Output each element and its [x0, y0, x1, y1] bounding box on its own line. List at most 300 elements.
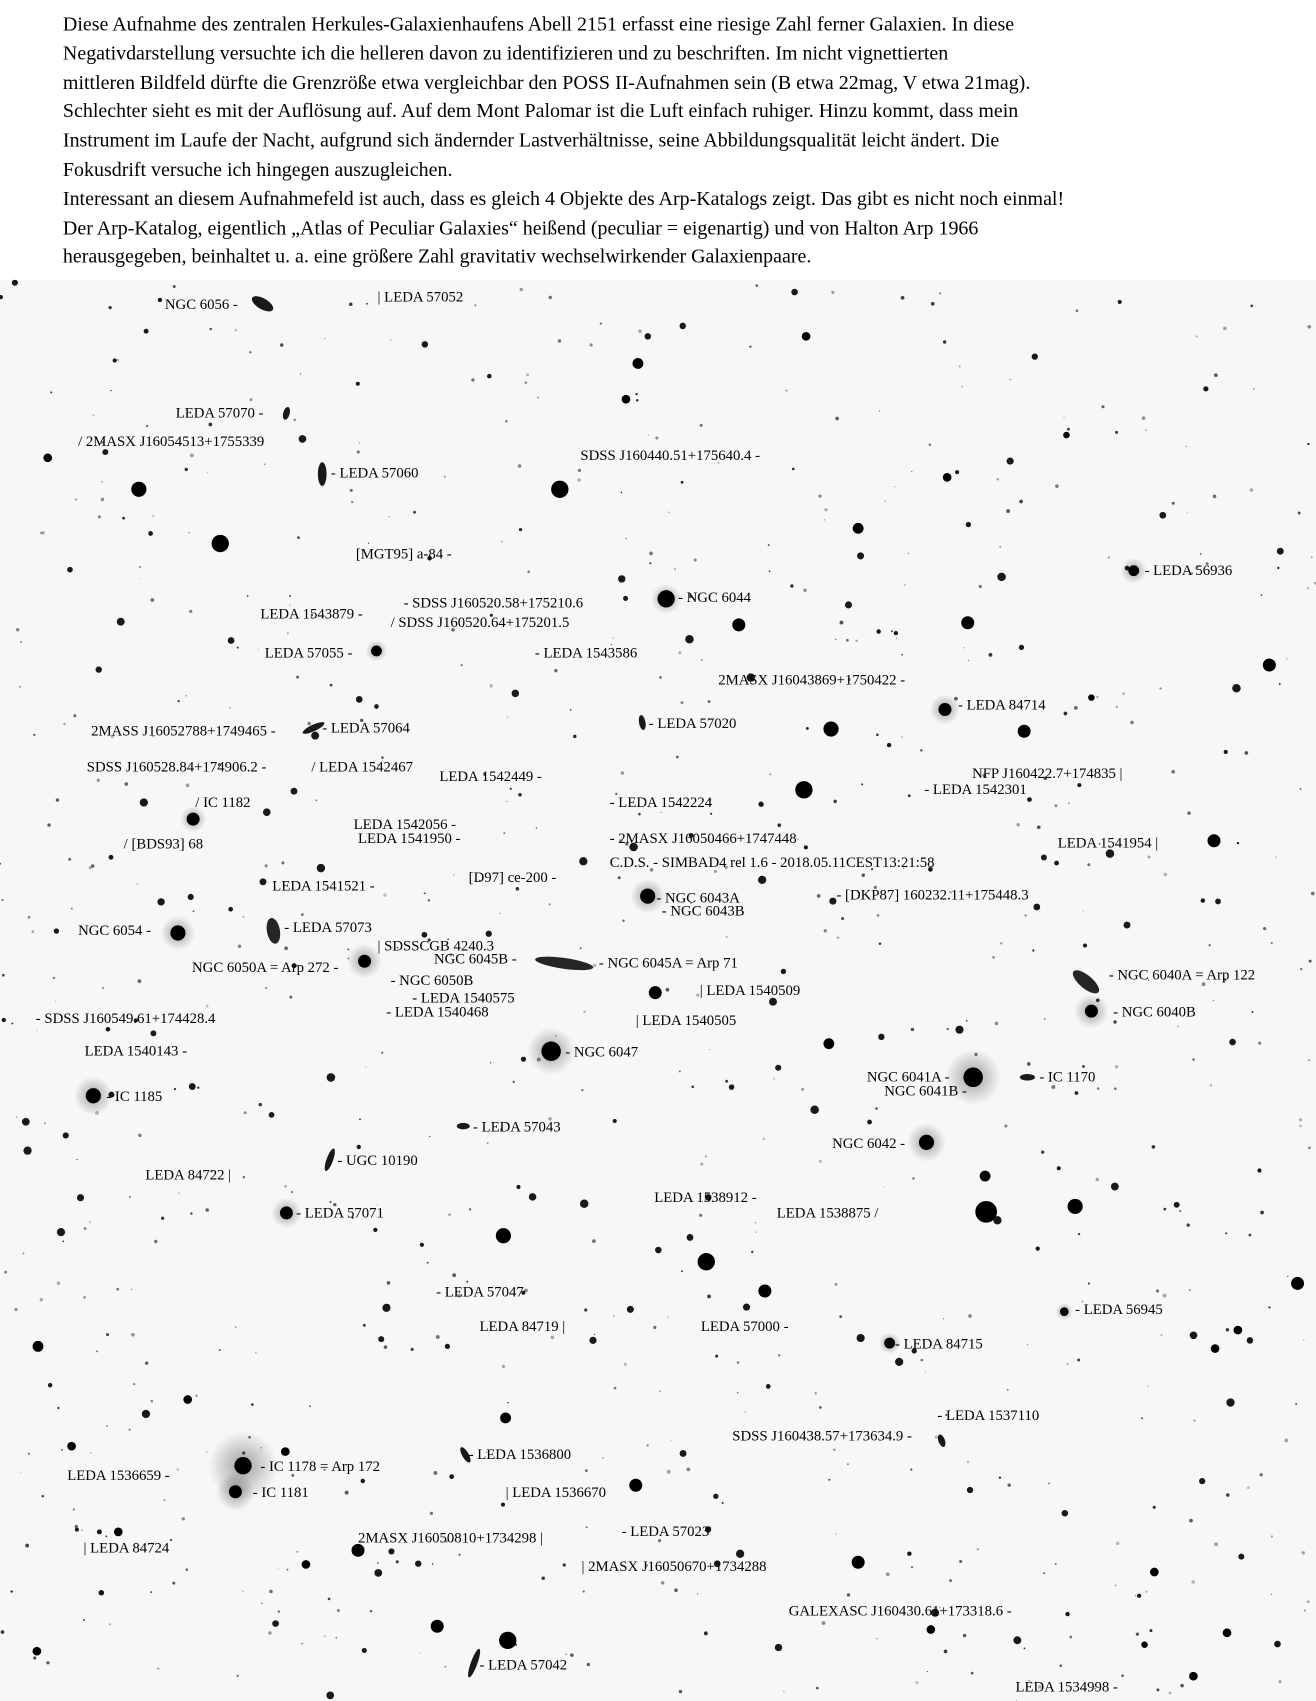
star: [1024, 914, 1026, 916]
galaxy-core: [1128, 565, 1139, 576]
star: [1284, 1439, 1288, 1443]
star: [448, 1213, 451, 1216]
star: [686, 1468, 690, 1472]
star: [73, 714, 76, 717]
star: [1308, 1059, 1310, 1061]
star: [109, 855, 114, 860]
star: [529, 1193, 537, 1201]
star: [63, 723, 65, 725]
galaxy-core: [1060, 1307, 1069, 1316]
star: [260, 878, 267, 885]
star: [429, 1136, 430, 1137]
star: [966, 522, 971, 527]
star: [613, 638, 614, 639]
object-label: - 2MASX J16050466+1747448: [609, 829, 797, 847]
star: [212, 535, 229, 552]
star: [901, 296, 905, 300]
star: [89, 1221, 90, 1222]
star: [25, 1544, 29, 1548]
star: [178, 1192, 179, 1193]
star: [40, 1298, 43, 1301]
star: [1137, 1594, 1141, 1598]
star: [1238, 1554, 1244, 1560]
star: [1006, 509, 1010, 513]
star: [102, 987, 104, 989]
galaxy: [249, 293, 275, 314]
star: [1145, 1590, 1147, 1592]
star: [781, 969, 786, 974]
star: [766, 1384, 771, 1389]
star: [722, 1502, 724, 1504]
star: [841, 917, 844, 920]
object-label: C.D.S. - SIMBAD4 rel 1.6 - 2018.05.11CEST13:21:58: [609, 853, 935, 871]
star: [1027, 1344, 1028, 1345]
star: [1004, 1125, 1007, 1128]
star: [1032, 353, 1038, 359]
star: [384, 1345, 387, 1348]
galaxy: [323, 1147, 337, 1172]
star: [301, 1643, 303, 1645]
star: [847, 1463, 849, 1465]
star: [106, 1027, 111, 1032]
star: [139, 578, 140, 579]
star: [1180, 1684, 1183, 1687]
star: [92, 414, 94, 416]
star: [499, 913, 500, 914]
star: [1190, 1331, 1198, 1339]
star: [471, 378, 474, 381]
star: [943, 473, 952, 482]
star: [377, 1562, 379, 1564]
galaxy-core: [234, 1457, 251, 1474]
star: [1019, 645, 1024, 650]
star: [73, 1509, 75, 1511]
star: [110, 390, 111, 391]
star: [911, 1566, 913, 1568]
star: [190, 1212, 193, 1215]
star: [22, 1118, 30, 1126]
star: [791, 289, 798, 296]
star: [193, 910, 195, 912]
star: [1051, 1085, 1055, 1089]
star: [10, 1590, 12, 1592]
object-label: - NGC 6043A: [656, 889, 740, 906]
star: [461, 664, 463, 666]
star: [704, 1631, 708, 1635]
star: [1172, 502, 1175, 505]
object-label: - NGC 6047: [565, 1043, 639, 1060]
star: [366, 303, 368, 305]
star: [284, 1185, 286, 1187]
star: [106, 1333, 109, 1336]
object-label: - IC 1185: [106, 1088, 163, 1105]
star: [1, 1630, 5, 1634]
star: [649, 552, 653, 556]
star: [1309, 960, 1312, 963]
star: [61, 1449, 63, 1451]
star: [1106, 849, 1114, 857]
star: [235, 1326, 236, 1327]
star: [1271, 942, 1273, 944]
star: [518, 464, 521, 467]
object-label: LEDA 1541950 -: [358, 829, 461, 847]
star: [614, 1387, 617, 1390]
star: [636, 399, 639, 402]
star: [580, 947, 582, 949]
object-label: - LEDA 57064: [322, 719, 410, 736]
star: [163, 1499, 165, 1501]
star: [328, 1598, 331, 1601]
star: [1299, 1125, 1302, 1128]
object-label: SDSS J160438.57+173634.9 -: [732, 1427, 912, 1445]
star: [769, 998, 777, 1006]
star: [1096, 1178, 1099, 1181]
star: [726, 936, 728, 938]
star: [961, 616, 974, 629]
star: [243, 1176, 245, 1178]
star: [668, 512, 669, 513]
star: [674, 1588, 678, 1592]
star: [867, 1120, 872, 1125]
star: [258, 1103, 262, 1107]
star: [823, 721, 838, 736]
star: [707, 1295, 711, 1299]
star: [150, 1030, 156, 1036]
star: [1033, 904, 1040, 911]
galaxy: [1069, 966, 1102, 997]
star: [432, 1563, 433, 1564]
star: [424, 892, 426, 894]
star: [20, 1472, 21, 1473]
galaxy-core: [640, 889, 655, 904]
star: [357, 450, 360, 453]
star: [247, 595, 249, 597]
star: [931, 302, 935, 306]
star: [1223, 1628, 1232, 1637]
star: [548, 903, 550, 905]
star: [804, 845, 808, 849]
star: [725, 1080, 728, 1083]
star: [436, 1335, 440, 1339]
star: [128, 1428, 130, 1430]
star: [1163, 1208, 1166, 1211]
star: [278, 1568, 279, 1569]
star: [939, 292, 941, 294]
star: [1097, 1087, 1100, 1090]
star: [769, 570, 771, 572]
star: [1078, 1233, 1080, 1235]
star: [188, 532, 189, 533]
star: [1148, 855, 1151, 858]
star: [963, 1634, 967, 1638]
star: [583, 1590, 585, 1592]
star: [185, 695, 187, 697]
object-label: NGC 6050A = Arp 272 -: [192, 959, 339, 976]
star: [131, 1333, 135, 1337]
star: [1193, 1419, 1195, 1421]
star: [959, 1560, 962, 1563]
object-label: - IC 1170: [1039, 1068, 1096, 1085]
object-label: LEDA 1542449 -: [439, 768, 542, 785]
object-label: | 2MASX J16050670+1734288: [581, 1557, 767, 1575]
star: [0, 863, 1, 865]
star: [96, 666, 102, 672]
star: [205, 1208, 208, 1211]
star: [1048, 1482, 1050, 1484]
star: [324, 338, 325, 339]
star: [653, 1326, 656, 1329]
object-label: SDSS J160528.84+174906.2 -: [86, 758, 267, 775]
star: [681, 1270, 683, 1272]
galaxy: [534, 954, 594, 973]
star: [1299, 1118, 1302, 1121]
star: [824, 508, 827, 511]
galaxy-core: [86, 1088, 101, 1103]
star: [1287, 1276, 1288, 1277]
star: [317, 864, 325, 872]
star: [623, 596, 628, 601]
star: [33, 1647, 42, 1656]
star: [1075, 1091, 1079, 1095]
star: [1016, 823, 1020, 827]
object-label: - LEDA 57071: [296, 1204, 384, 1221]
star: [883, 1186, 884, 1187]
star: [186, 783, 190, 787]
star: [81, 1529, 83, 1531]
star: [783, 1691, 784, 1692]
star: [131, 482, 146, 497]
star: [1271, 1594, 1272, 1595]
star: [453, 874, 455, 876]
star: [99, 1590, 105, 1596]
star: [853, 523, 864, 534]
star: [995, 1022, 999, 1026]
star: [91, 864, 95, 868]
star: [299, 435, 307, 443]
star: [207, 472, 208, 473]
star: [1019, 500, 1023, 504]
star: [33, 734, 35, 736]
star: [627, 1306, 634, 1313]
star: [487, 374, 492, 379]
star: [157, 1667, 159, 1669]
star: [1211, 1344, 1220, 1353]
intro-line: Negativdarstellung versuchte ich die helleren davon zu identifizieren und zu beschriften. Im nicht vignettierten: [62, 42, 949, 64]
star: [228, 907, 233, 912]
star: [833, 1448, 836, 1451]
star: [1307, 325, 1311, 329]
star: [46, 1661, 49, 1664]
star: [281, 861, 284, 864]
object-label: 2MASS J16052788+1749465 -: [91, 722, 276, 739]
star: [2, 974, 5, 977]
star: [28, 1453, 30, 1455]
star: [1115, 1065, 1119, 1069]
star: [265, 987, 268, 990]
object-label: - UGC 10190: [337, 1152, 418, 1169]
star: [219, 1349, 221, 1351]
star: [701, 659, 703, 661]
star: [1057, 1166, 1061, 1170]
star: [649, 986, 662, 999]
star: [258, 649, 259, 650]
star: [792, 468, 795, 471]
star: [1032, 949, 1034, 951]
star: [806, 727, 809, 730]
star: [469, 1208, 472, 1211]
star: [1247, 1486, 1250, 1489]
star: [234, 329, 237, 332]
object-label: - NGC 6045A = Arp 71: [598, 954, 738, 971]
star: [50, 391, 52, 393]
star: [700, 1163, 703, 1166]
star: [1141, 1641, 1148, 1648]
star: [667, 1317, 668, 1318]
star: [925, 1372, 926, 1373]
star: [1251, 1011, 1253, 1013]
star: [600, 323, 602, 325]
star: [577, 478, 581, 482]
star: [1068, 802, 1070, 804]
intro-line: mittleren Bildfeld dürfte die Grenzröße etwa vergleichbar den POSS II-Aufnahmen sein (B etwa 22mag, V etwa 21mag).: [62, 71, 1031, 93]
star: [1069, 1636, 1072, 1639]
negative-sky-image: [0, 280, 1316, 1701]
star: [659, 676, 662, 679]
star: [1187, 811, 1190, 814]
star: [427, 1262, 429, 1264]
star: [578, 469, 581, 472]
star: [36, 1030, 37, 1031]
star: [250, 398, 253, 401]
star: [1074, 706, 1078, 710]
star: [296, 1551, 298, 1553]
star: [824, 929, 827, 932]
star: [244, 1111, 247, 1114]
star: [736, 1550, 744, 1558]
star: [1179, 1210, 1181, 1212]
star: [1279, 1680, 1282, 1683]
object-label: - LEDA 56936: [1144, 561, 1233, 579]
star: [1055, 484, 1059, 488]
object-label: - LEDA 84714: [957, 696, 1046, 713]
star: [54, 928, 59, 933]
star: [1311, 892, 1315, 896]
star: [40, 532, 43, 535]
star: [949, 1579, 952, 1582]
star: [594, 1334, 595, 1335]
star-field: [0, 280, 1316, 1701]
star: [249, 351, 251, 353]
object-label: LEDA 1541954 |: [1057, 834, 1159, 851]
star: [140, 798, 148, 806]
star: [47, 823, 50, 826]
star: [189, 1083, 196, 1090]
object-label: NGC 6041A -: [866, 1068, 950, 1085]
star: [1200, 553, 1202, 555]
star: [289, 595, 291, 597]
star: [977, 1548, 980, 1551]
star: [1062, 1510, 1069, 1517]
star: [593, 964, 597, 968]
star: [1226, 1398, 1234, 1406]
star: [755, 284, 758, 287]
object-label: | SDSSCGB 4240.3: [377, 937, 495, 954]
star: [1064, 712, 1068, 716]
object-label: NGC 6041B -: [884, 1082, 967, 1100]
star: [979, 585, 982, 588]
star: [1192, 1058, 1194, 1060]
star: [901, 654, 903, 656]
star: [697, 1593, 698, 1594]
star: [810, 1105, 819, 1114]
star: [505, 420, 507, 422]
star: [330, 684, 333, 687]
star: [22, 1252, 24, 1254]
object-label: LEDA 1534998 -: [1015, 1678, 1118, 1695]
star: [679, 323, 685, 329]
star: [1268, 1306, 1270, 1308]
star: [496, 1228, 511, 1243]
star: [57, 1282, 60, 1285]
star: [817, 894, 821, 898]
star: [803, 589, 807, 593]
star: [373, 1228, 377, 1232]
object-label: - LEDA 1542301: [924, 781, 1027, 798]
star: [518, 793, 522, 797]
object-label: | LEDA 84724: [83, 1539, 170, 1556]
star: [272, 1620, 279, 1627]
star: [758, 802, 763, 807]
star: [1214, 1542, 1218, 1546]
star: [137, 883, 139, 885]
star: [449, 1474, 454, 1479]
star: [1102, 405, 1105, 408]
star: [1174, 1202, 1180, 1208]
star: [1041, 855, 1047, 861]
star: [138, 1134, 141, 1137]
star: [681, 481, 684, 484]
star: [1260, 1211, 1264, 1215]
star: [97, 779, 100, 782]
star: [910, 1469, 912, 1471]
star: [655, 436, 658, 439]
star: [955, 470, 959, 474]
object-label: NFP J160422.7+174835 |: [972, 764, 1123, 782]
star: [962, 386, 963, 387]
star: [1160, 1334, 1162, 1336]
star: [280, 343, 284, 347]
star: [411, 1348, 414, 1351]
star: [835, 417, 839, 421]
star: [0, 295, 3, 299]
star: [586, 1526, 588, 1528]
star: [311, 732, 319, 740]
star: [891, 630, 893, 632]
star: [1145, 429, 1147, 431]
star: [801, 1088, 804, 1091]
star: [911, 471, 912, 472]
star: [1199, 1478, 1205, 1484]
star: [894, 631, 898, 635]
object-label: LEDA 84719 |: [479, 1318, 566, 1335]
star: [829, 898, 836, 905]
star: [585, 1469, 588, 1472]
star: [56, 798, 59, 801]
star: [507, 1402, 509, 1404]
star: [389, 516, 391, 518]
star: [943, 1318, 944, 1319]
star: [581, 1089, 583, 1091]
